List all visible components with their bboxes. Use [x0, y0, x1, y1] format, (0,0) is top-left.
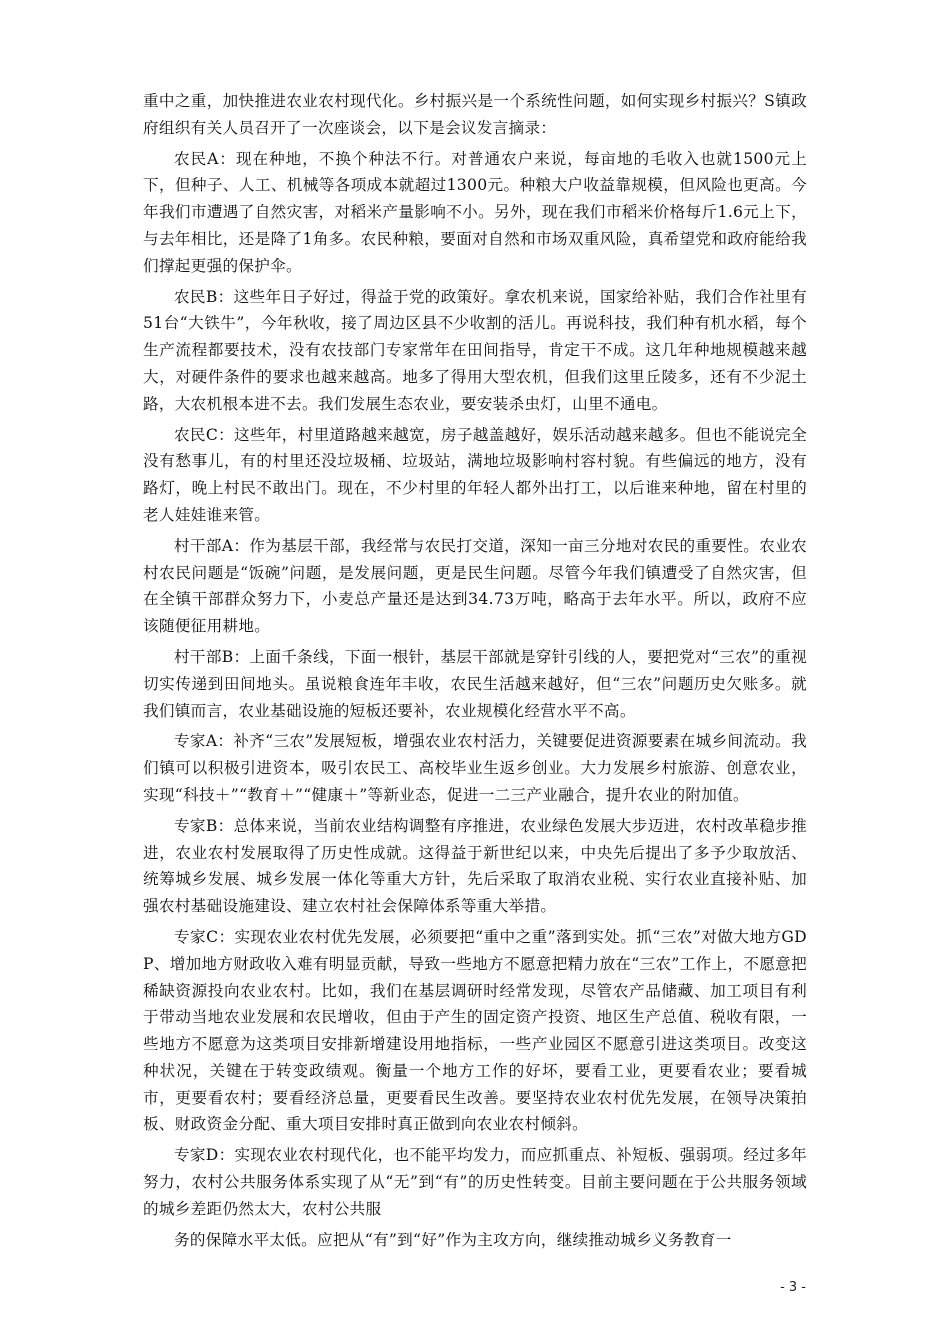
paragraph-cadre-b: 村干部B：上面千条线，下面一根针，基层干部就是穿针引线的人，要把党对“三农”的重视切实传递到田间地头。虽说粮食连年丰收，农民生活越来越好，但“三农”问题历史欠账多。就我们镇而言，农业基础设施的短板还要补，农业规模化经营水平不高。: [143, 647, 807, 720]
paragraph-expert-d: 专家D：实现农业农村现代化，也不能平均发力，而应抓重点、补短板、强弱项。经过多年努力，农村公共服务体系实现了从“无”到“有”的历史性转变。目前主要问题在于公共服务领域的城乡差距仍然太大，农村公共服: [143, 1146, 807, 1218]
page-number: - 3 -: [780, 1280, 806, 1295]
paragraph-intro: 重中之重，加快推进农业农村现代化。乡村振兴是一个系统性问题，如何实现乡村振兴？S镇政府组织有关人员召开了一次座谈会，以下是会议发言摘录：: [143, 92, 807, 137]
document-body: [143, 88, 807, 1257]
paragraph-farmer-a: 农民A：现在种地，不换个种法不行。对普通农户来说，每亩地的毛收入也就1500元上下，但种子、人工、机械等各项成本就超过1300元。种粮大户收益靠规模，但风险也更高。今年我们市遭遇了自然灾害，对稻米产量影响不小。另外，现在我们市稻米价格每斤1.6元上下，与去年相比，还是降了1角多。农民种粮，要面对自然和市场双重风险，真希望党和政府能给我们撑起更强的保护伞。: [143, 149, 807, 275]
paragraph-continuation: 务的保障水平太低。应把从“有”到“好”作为主攻方向，继续推动城乡义务教育一: [174, 1230, 732, 1249]
paragraph-expert-b: 专家B：总体来说，当前农业结构调整有序推进，农业绿色发展大步迈进，农村改革稳步推进，农业农村发展取得了历史性成就。这得益于新世纪以来，中央先后提出了多予少取放活、统筹城乡发展、城乡发展一体化等重大方针，先后采取了取消农业税、实行农业直接补贴、加强农村基础设施建设、建立农村社会保障体系等重大举措。: [143, 816, 807, 916]
paragraph-farmer-b: 农民B：这些年日子好过，得益于党的政策好。拿农机来说，国家给补贴，我们合作社里有51台“大铁牛”，今年秋收，接了周边区县不少收割的活儿。再说科技，我们种有机水稻，每个生产流程都要技术，没有农技部门专家常年在田间指导，肯定干不成。这几年种地规模越来越大，对硬件条件的要求也越来越高。地多了得用大型农机，但我们这里丘陵多，还有不少泥土路，大农机根本进不去。我们发展生态农业，要安装杀虫灯，山里不通电。: [143, 287, 807, 413]
paragraph-expert-a: 专家A：补齐“三农”发展短板，增强农业农村活力，关键要促进资源要素在城乡间流动。我们镇可以积极引进资本，吸引农民工、高校毕业生返乡创业。大力发展乡村旅游、创意农业，实现“科技＋”“教育＋”“健康＋”等新业态，促进一二三产业融合，提升农业的附加值。: [143, 732, 807, 804]
paragraph-farmer-c: 农民C：这些年，村里道路越来越宽，房子越盖越好，娱乐活动越来越多。但也不能说完全没有愁事儿，有的村里还没垃圾桶、垃圾站，满地垃圾影响村容村貌。有些偏远的地方，没有路灯，晚上村民不敢出门。现在，不少村里的年轻人都外出打工，以后谁来种地，留在村里的老人娃娃谁来管。: [143, 425, 807, 524]
paragraph-cadre-a: 村干部A：作为基层干部，我经常与农民打交道，深知一亩三分地对农民的重要性。农业农村农民问题是“饭碗”问题，是发展问题，更是民生问题。尽管今年我们镇遭受了自然灾害，但在全镇干部群众努力下，小麦总产量还是达到34.73万吨，略高于去年水平。所以，政府不应该随便征用耕地。: [143, 536, 807, 636]
paragraph-expert-c: 专家C：实现农业农村优先发展，必须要把“重中之重”落到实处。抓“三农”对做大地方GDP、增加地方财政收入难有明显贡献，导致一些地方不愿意把精力放在“三农”工作上，不愿意把稀缺资源投向农业农村。比如，我们在基层调研时经常发现，尽管农产品储藏、加工项目有利于带动当地农业发展和农民增收，但由于产生的固定资产投资、地区生产总值、税收有限，一些地方不愿意为这类项目安排新增建设用地指标，一些产业园区不愿意引进这类项目。改变这种状况，关键在于转变政绩观。衡量一个地方工作的好坏，要看工业，更要看农业；要看城市，更要看农村；要看经济总量，更要看民生改善。要坚持农业农村优先发展，在领导决策拍板、财政资金分配、重大项目安排时真正做到向农业农村倾斜。: [143, 927, 807, 1134]
